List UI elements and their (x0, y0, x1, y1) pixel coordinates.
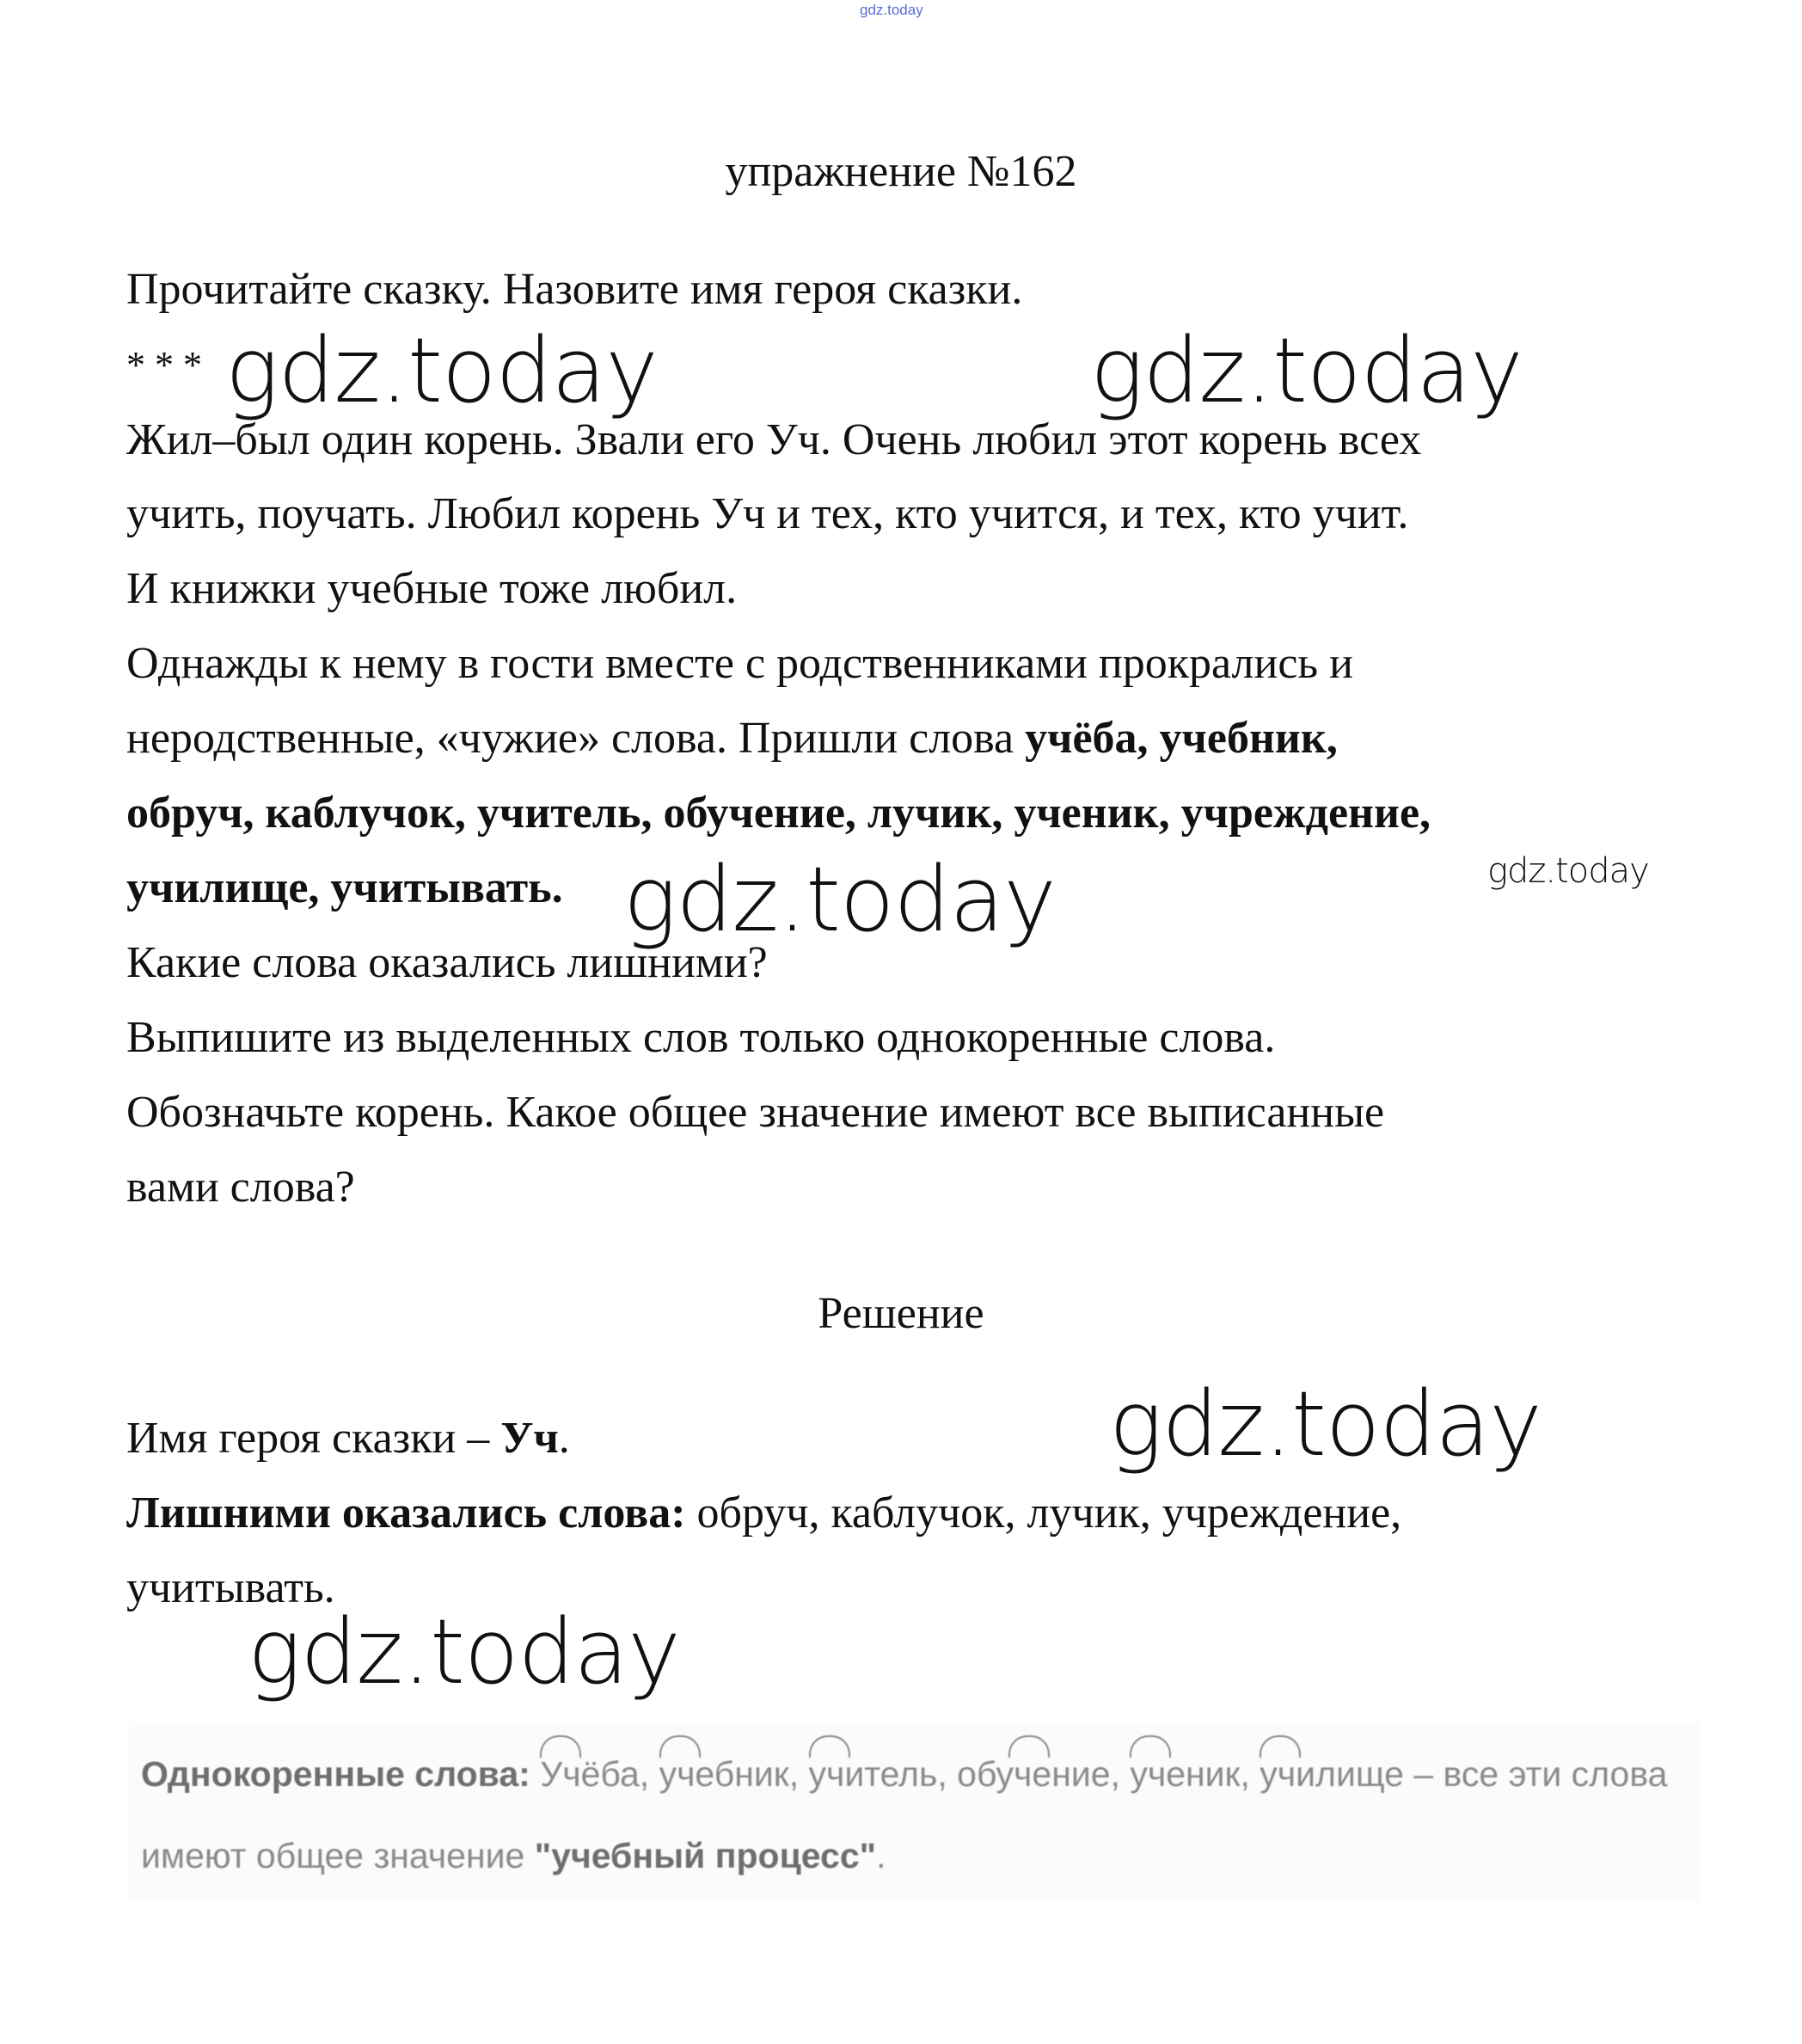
root-word (957, 1754, 1120, 1795)
watermark-text: gdz.today (225, 318, 658, 423)
screenshot-text: – все эти слова (1403, 1754, 1668, 1794)
watermark-text: gdz.today (1090, 318, 1523, 423)
screenshot-line (141, 1836, 886, 1876)
screenshot-line (141, 1754, 1667, 1795)
root-arc-icon (1130, 1735, 1171, 1758)
question-line: Какие слова оказались лишними? (126, 938, 768, 987)
root-word (809, 1754, 947, 1795)
story-text: неродственные, «чужие» слова. Пришли слова (126, 714, 1026, 763)
story-line (126, 788, 1431, 839)
solution-text: Имя героя сказки – (126, 1414, 501, 1463)
story-line (126, 862, 563, 914)
root-word (540, 1754, 649, 1795)
root-arc-icon (1260, 1735, 1301, 1758)
word-text: обучение, (957, 1754, 1120, 1794)
watermark-text: gdz.today (623, 847, 1056, 952)
root-word (659, 1754, 800, 1795)
exercise-title: упражнение №162 (725, 147, 1077, 196)
root-word (1260, 1754, 1404, 1795)
task-intro: Прочитайте сказку. Назовите имя героя сказки. (126, 265, 1023, 314)
solution-heading: Решение (818, 1289, 984, 1338)
root-arc-icon (659, 1735, 701, 1758)
story-line: Жил–был один корень. Звали его Уч. Очень любил этот корень всех (126, 415, 1422, 464)
story-line: Однажды к нему в гости вместе с родственниками прокрались и (126, 639, 1353, 688)
watermark-text: gdz.today (1487, 851, 1649, 891)
question-line: вами слова? (126, 1163, 355, 1212)
question-line: Выпишите из выделенных слов только однокоренные слова. (126, 1013, 1276, 1062)
question-line: Обозначьте корень. Какое общее значение имеют все выписанные (126, 1088, 1385, 1137)
word-text: ученик, (1130, 1754, 1250, 1794)
root-arc-icon (540, 1735, 581, 1758)
story-line (126, 713, 1338, 764)
highlighted-words: училище, учитывать. (126, 863, 563, 912)
embedded-screenshot (129, 1722, 1702, 1902)
highlighted-words: учёба, учебник, (1025, 714, 1338, 763)
solution-extra-line (126, 1488, 1401, 1539)
story-separator: * * * (126, 344, 202, 386)
watermark-text: gdz.today (1109, 1372, 1542, 1476)
story-line: И книжки учебные тоже любил. (126, 564, 738, 613)
root-arc-icon (809, 1735, 850, 1758)
highlighted-words: обруч, каблучок, учитель, обучение, лучик, ученик, учреждение, (126, 789, 1431, 838)
solution-text: обруч, каблучок, лучик, учреждение, (685, 1488, 1402, 1538)
word-text: Учёба, (540, 1754, 650, 1794)
screenshot-meaning: "учебный процесс" (534, 1836, 877, 1875)
solution-text: . (558, 1414, 570, 1463)
story-line: учить, поучать. Любил корень Уч и тех, кто учится, и тех, кто учит. (126, 489, 1409, 538)
solution-extra-line: учитывать. (126, 1563, 335, 1612)
solution-hero-line (126, 1413, 570, 1464)
watermark-text: gdz.today (248, 1599, 680, 1704)
word-text: учебник, (659, 1754, 800, 1794)
root-word (1130, 1754, 1250, 1795)
screenshot-text: имеют общее значение (141, 1836, 535, 1875)
top-watermark: gdz.today (860, 2, 923, 18)
screenshot-label: Однокоренные слова: (141, 1754, 530, 1794)
word-text: учитель, (808, 1754, 947, 1794)
word-text: училище (1260, 1754, 1404, 1794)
root-arc-icon (1008, 1735, 1050, 1758)
hero-name: Уч (500, 1414, 559, 1463)
solution-label: Лишними оказались слова: (126, 1488, 686, 1538)
screenshot-text: . (876, 1836, 886, 1875)
